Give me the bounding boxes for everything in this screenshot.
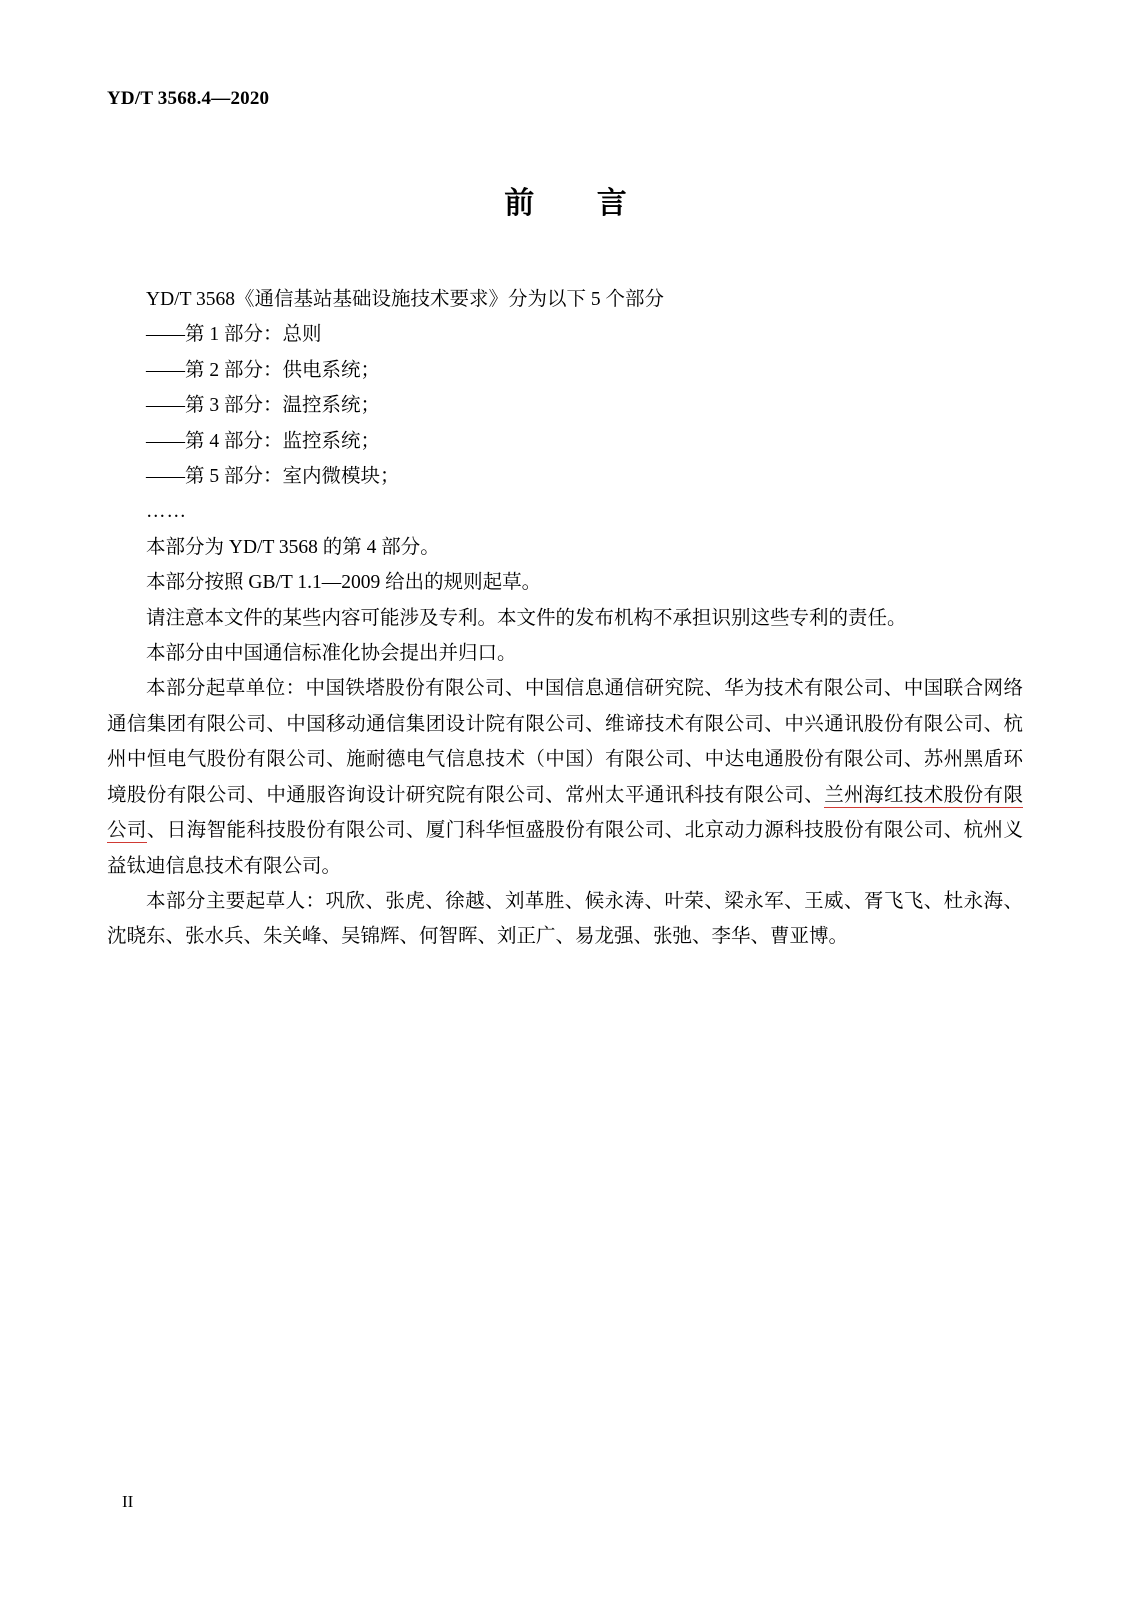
drafting-units-text-second: 、日海智能科技股份有限公司、厦门科华恒盛股份有限公司、北京动力源科技股份有限公司、杭州义益钛迪信息技术有限公司。 (107, 820, 1023, 877)
drafters-paragraph (107, 884, 1023, 955)
drafting-units-label: 本部分起草单位： (146, 678, 306, 700)
standard-code-header: YD/T 3568.4—2020 (107, 88, 270, 109)
ellipsis-line: …… (146, 501, 187, 523)
drafting-units-paragraph (107, 671, 1023, 883)
part-item-1: ——第 1 部分：总则 (146, 324, 322, 346)
part-item-4: ——第 4 部分：监控系统； (146, 430, 381, 452)
foreword-intro: YD/T 3568《通信基站基础设施技术要求》分为以下 5 个部分 (146, 289, 665, 310)
drafting-units-text-first: 中国铁塔股份有限公司、中国信息通信研究院、华为技术有限公司、中国联合网络通信集团有限公司、中国移动通信集团设计院有限公司、维谛技术有限公司、中兴通讯股份有限公司、杭州中恒电气股份有限公司、施耐德电气信息技术（中国）有限公司、中达电通股份有限公司、苏州黑盾环境股份有限公司、中通服咨询设计研究院有限公司、常州太平通讯科技有限公司、 (107, 678, 1023, 806)
part-item-3: ——第 3 部分：温控系统； (146, 395, 381, 417)
page-number-footer: II (122, 1492, 134, 1511)
foreword-body (107, 282, 1023, 955)
statement-4: 本部分由中国通信标准化协会提出并归口。 (146, 643, 517, 665)
drafters-text: 巩欣、张虎、徐越、刘革胜、候永涛、叶荣、梁永军、王威、胥飞飞、杜永海、沈晓东、张水兵、朱关峰、吴锦辉、何智晖、刘正广、易龙强、张弛、李华、曹亚博。 (107, 890, 1023, 948)
drafters-label: 本部分主要起草人： (146, 890, 326, 912)
part-item-5: ——第 5 部分：室内微模块； (146, 466, 400, 488)
statement-3: 请注意本文件的某些内容可能涉及专利。本文件的发布机构不承担识别这些专利的责任。 (146, 607, 907, 629)
statement-1: 本部分为 YD/T 3568 的第 4 部分。 (146, 536, 440, 558)
statement-2: 本部分按照 GB/T 1.1—2009 给出的规则起草。 (146, 572, 542, 594)
part-item-2: ——第 2 部分：供电系统； (146, 359, 381, 381)
drafting-unit-highlighted: 兰州海红技术股份有限公司 (107, 784, 1023, 842)
page-title: 前 言 (504, 186, 653, 221)
